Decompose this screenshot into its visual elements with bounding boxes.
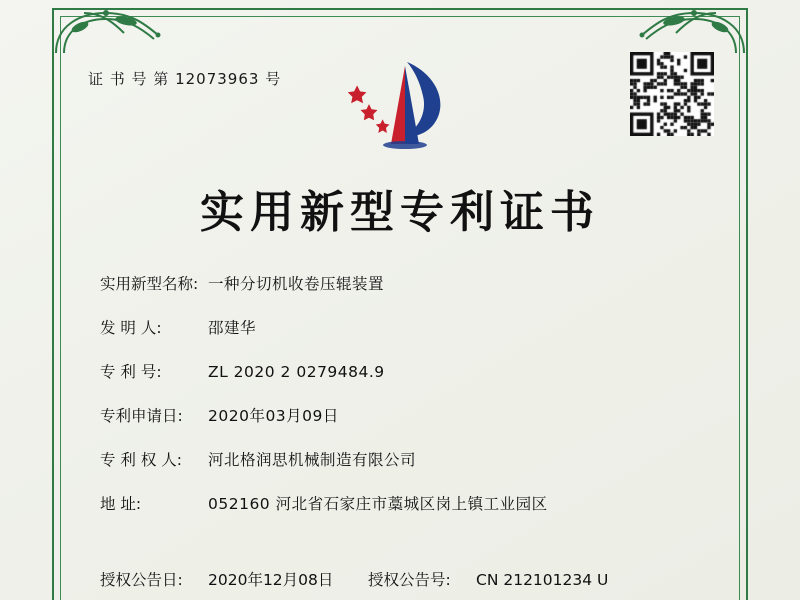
- field-row: [100, 316, 710, 338]
- certificate-number: 证 书 号 第 12073963 号: [88, 70, 282, 88]
- grant-date-label: 授权公告日:: [100, 571, 183, 589]
- field-value: ZL 2020 2 0279484.9: [208, 363, 385, 381]
- field-row: [100, 448, 710, 470]
- field-label: 发 明 人:: [100, 319, 162, 337]
- field-value: 一种分切机收卷压辊装置: [208, 275, 385, 293]
- field-value: 052160 河北省石家庄市藁城区岗上镇工业园区: [208, 495, 548, 513]
- grant-info-row: [100, 568, 720, 590]
- grant-date-value: 2020年12月08日: [208, 571, 334, 589]
- field-row: [100, 272, 710, 294]
- field-label: 实用新型名称:: [100, 275, 199, 293]
- field-list: [100, 272, 710, 514]
- field-row: [100, 404, 710, 426]
- field-label: 专 利 号:: [100, 363, 162, 381]
- qr-code: [630, 52, 714, 136]
- field-label: 专利申请日:: [100, 407, 183, 425]
- field-value: 邵建华: [208, 319, 257, 337]
- field-row: [100, 492, 710, 514]
- patent-office-logo-icon: [335, 48, 465, 158]
- field-label: 专 利 权 人:: [100, 451, 183, 469]
- grant-number-value: CN 212101234 U: [476, 571, 609, 589]
- field-label: 地 址:: [100, 495, 142, 513]
- page-title: 实用新型专利证书: [200, 187, 600, 238]
- field-row: [100, 360, 710, 382]
- grant-number-label: 授权公告号:: [368, 571, 451, 589]
- field-value: 2020年03月09日: [208, 407, 339, 425]
- field-value: 河北格润思机械制造有限公司: [208, 451, 417, 469]
